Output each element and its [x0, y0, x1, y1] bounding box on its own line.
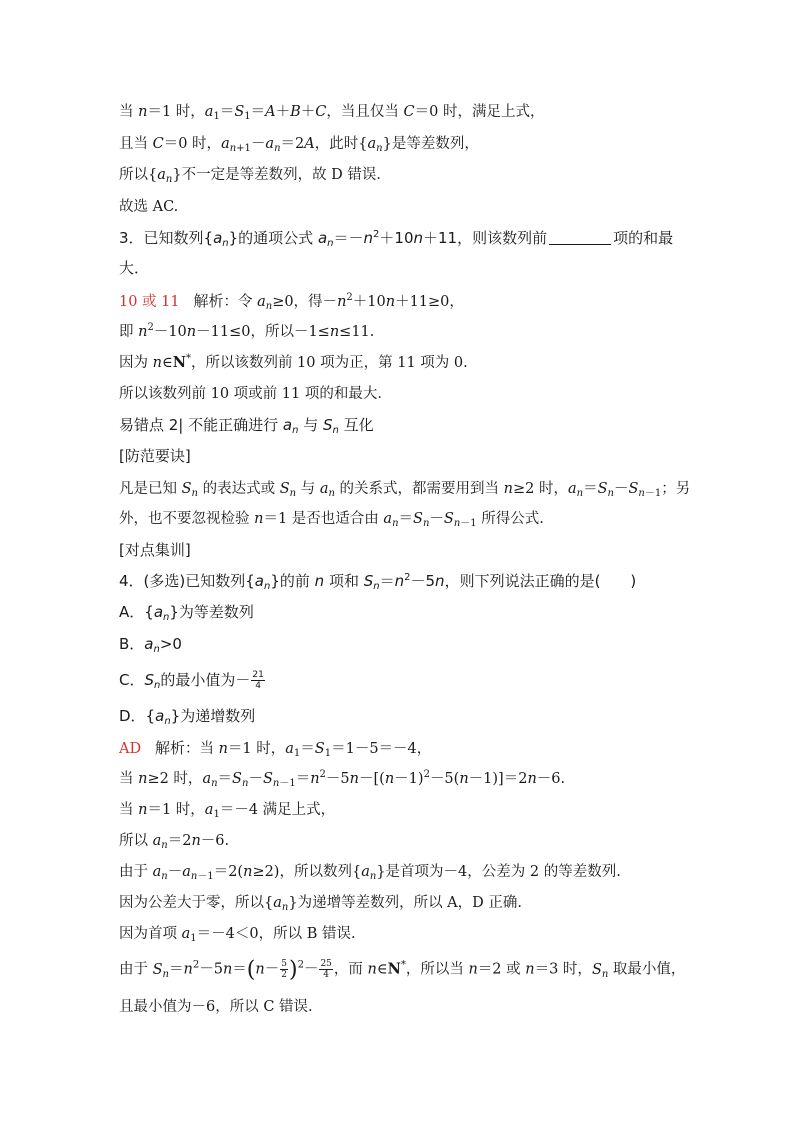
question-3-line-2: 大． — [119, 259, 150, 277]
tips-line-1: 凡是已知 $S_n$ 的表达式或 $S_n$ 与 $a_n$ 的关系式，都需要用到当 n≥2 时，$a_n=S_n-S_{n-1}$；另 — [119, 481, 691, 499]
section-tips-heading: [防范要诀] — [119, 447, 191, 465]
answer-blank — [549, 230, 611, 245]
solution-4-line-7: 因为首项 $a_1=-4<0$，所以 B 错误. — [119, 926, 356, 944]
solution-4-line-9: 且最小值为－6，所以 C 错误. — [119, 999, 313, 1015]
line-4: 故选 AC. — [119, 199, 179, 215]
option-a: A．$\{a_n\}$为等差数列 — [119, 603, 254, 623]
solution-4-line-5: 由于 $a_n-a_{n-1}=2(n\ge 2)$，所以数列$\{a_n\}$是首项为－4，公差为 2 的等差数列. — [119, 864, 621, 882]
line-1: 当 n＝1 时，$a_1=S_1=A+B+C$，当且仅当 C＝0 时，满足上式， — [119, 104, 545, 122]
solution-4-line-6: 因为公差大于零，所以$\{a_n\}$为递增等差数列，所以 A，D 正确. — [119, 895, 522, 913]
question-4: 4．(多选)已知数列$\{a_n\}$的前 n 项和 $S_n=n^2-5n$，则下列说法正确的是( ) — [119, 572, 637, 592]
solution-3-line-4: 所以该数列前 10 项或前 11 项的和最大． — [119, 386, 392, 402]
solution-3-line-2: 即 $n^2-10n-11\le 0$，所以－1≤n≤11. — [119, 322, 375, 340]
section-practice-heading: [对点集训] — [119, 541, 191, 559]
option-c: C．$S_n$的最小值为－ $\frac{21}{4}$ — [119, 670, 264, 691]
solution-4-line-4: 所以 $a_n=2n-6$. — [119, 833, 230, 851]
line-2: 且当 C＝0 时，$a_{n+1}-a_n=2A$，此时$\{a_n\}$是等差数列， — [119, 136, 479, 154]
tips-line-2: 外，也不要忽视检验 n＝1 是否也适合由 $a_n=S_n-S_{n-1}$ 所得公式. — [119, 511, 544, 529]
solution-4-line-2: 当 n≥2 时，$a_n=S_n-S_{n-1}=n^2-5n-[(n-1)^2-5(n-1)]=2n-6$. — [119, 769, 566, 789]
answer-label: 10 或 11 — [119, 294, 180, 310]
solution-4-line-1: AD 解析：当 n＝1 时，$a_1=S_1=1-5=-4$， — [119, 739, 432, 759]
solution-3-line-1: 10 或 11 解析：令 $a_n\ge 0$，得$-n^2+10n+11\ge 0$， — [119, 292, 464, 312]
solution-3-line-3: 因为 n∈N*，所以该数列前 10 项为正，第 11 项为 0. — [119, 353, 468, 371]
option-d: D．$\{a_n\}$为递增数列 — [119, 707, 256, 727]
line-3: 所以$\{a_n\}$不一定是等差数列，故 D 错误． — [119, 167, 391, 185]
option-b: B．$a_n>0$ — [119, 635, 182, 655]
solution-4-line-8: 由于 $S_n=n^2-5n=(n-$ $\frac{5}{2}$ )$^2$－ $\frac{25}{4}$ ，而 n∈N*，所以当 n＝2 或 n＝3 时，$S_n$ 取最小值， — [119, 957, 686, 983]
question-3-line-1: 3．已知数列$\{a_n\}$的通项公式 $a_n=-n^2+10n+11$，则该数列前 项的和最 — [119, 229, 674, 249]
answer-label: AD — [119, 741, 142, 757]
error-point-heading: 易错点 2| 不能正确进行 $a_n$ 与 $S_n$ 互化 — [119, 416, 374, 436]
solution-4-line-3: 当 n＝1 时，$a_1=-4$ 满足上式， — [119, 802, 336, 820]
